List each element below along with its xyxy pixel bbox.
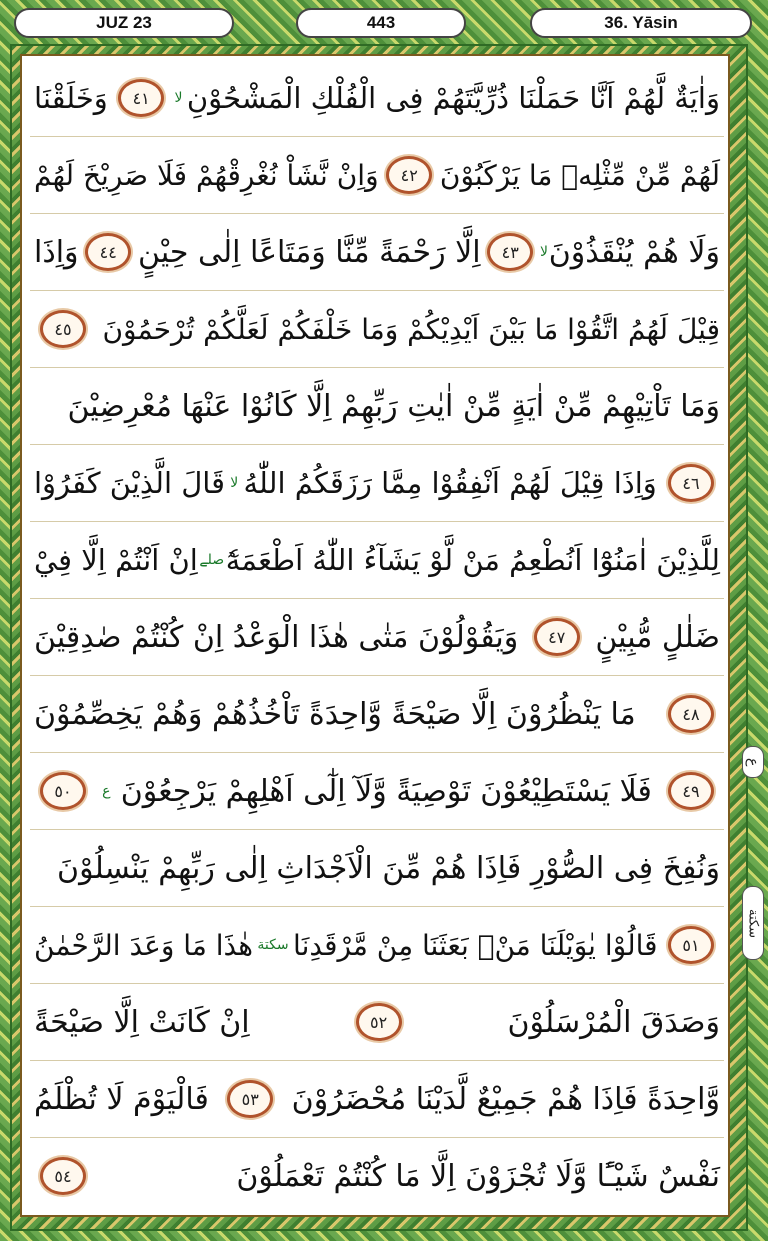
text-line-3	[30, 214, 724, 290]
text-line-13	[30, 984, 724, 1060]
text-line-11	[30, 830, 724, 906]
verse-number-marker: ٤٣	[487, 233, 533, 271]
verse-text: اِنْ اَنْتُمْ اِلَّا فِيْ	[34, 543, 198, 577]
text-line-4	[30, 291, 724, 367]
verse-text: وَاِنْ نَّشَاْ نُغْرِقْهُمْ فَلَا صَرِيْخَ لَهُمْ	[34, 158, 379, 192]
verse-number-marker: ٥١	[668, 926, 714, 964]
verse-text: لِلَّذِيْنَ اٰمَنُوْٓا اَنُطْعِمُ مَنْ لَّوْ يَشَآءُ اللّٰهُ اَطْعَمَهٗٓ	[225, 543, 720, 577]
verse-text: وَمَا تَاْتِيْهِمْ مِّنْ اٰيَةٍ مِّنْ اٰيٰتِ رَبِّهِمْ اِلَّا كَانُوْا عَنْهَا مُعْرِضِيْنَ	[67, 388, 720, 424]
verse-number-marker: ٥٤	[40, 1157, 86, 1195]
pause-mark: صلے	[199, 552, 225, 568]
verse-number-marker: ٥٢	[356, 1003, 402, 1041]
verse-text: هٰذَا مَا وَعَدَ الرَّحْمٰنُ	[34, 928, 253, 962]
verse-text: وَنُفِخَ فِى الصُّوْرِ فَاِذَا هُمْ مِّنَ الْاَجْدَاثِ اِلٰى رَبِّهِمْ يَنْسِلُوْنَ	[57, 850, 720, 886]
text-line-2	[30, 137, 724, 213]
text-line-15	[30, 1138, 724, 1214]
pause-mark: لا	[230, 475, 239, 491]
verse-text: قَالُوْا يٰوَيْلَنَا مَنْۢ بَعَثَنَا مِنْ مَّرْقَدِنَا	[293, 928, 658, 962]
verse-number-marker: ٤٤	[85, 233, 131, 271]
verse-text: وَاِذَا	[34, 234, 79, 270]
text-line-9	[30, 676, 724, 752]
verse-text: نَفْسٌ شَيْـًٔا وَّلَا تُجْزَوْنَ اِلَّا مَا كُنْتُمْ تَعْمَلُوْنَ	[236, 1158, 720, 1194]
verse-text: وَخَلَقْنَا	[34, 81, 108, 115]
text-line-14	[30, 1061, 724, 1137]
verse-text: وَيَقُوْلُوْنَ مَتٰى هٰذَا الْوَعْدُ اِنْ كُنْتُمْ صٰدِقِيْنَ	[34, 619, 519, 655]
verse-text: قَالَ الَّذِيْنَ كَفَرُوْا	[34, 466, 226, 500]
verse-text: وَاِذَا قِيْلَ لَهُمْ اَنْفِقُوْا مِمَّا رَزَقَكُمُ اللّٰهُ	[243, 466, 657, 500]
verse-text: وَّاحِدَةً فَاِذَا هُمْ جَمِيْعٌ لَّدَيْنَا مُحْضَرُوْنَ	[291, 1081, 720, 1117]
verse-number-marker: ٤١	[118, 79, 164, 117]
verse-text: قِيْلَ لَهُمُ اتَّقُوْا مَا بَيْنَ اَيْدِيْكُمْ وَمَا خَلْفَكُمْ لَعَلَّكُمْ تُرْحَمُوْنَ	[102, 312, 720, 346]
text-line-10	[30, 753, 724, 829]
verse-text: وَاٰيَةٌ لَّهُمْ اَنَّا حَمَلْنَا ذُرِّيَّتَهُمْ فِى الْفُلْكِ الْمَشْحُوْنِ	[186, 81, 720, 115]
verse-number-marker: ٤٢	[386, 156, 432, 194]
verse-text: فَلَا يَسْتَطِيْعُوْنَ تَوْصِيَةً وَّلَآ اِلٰٓى اَهْلِهِمْ يَرْجِعُوْنَ	[120, 773, 652, 809]
verse-number-marker: ٥٣	[227, 1080, 273, 1118]
verse-text: وَصَدَقَ الْمُرْسَلُوْنَ	[507, 1004, 720, 1040]
verse-number-marker: ٤٥	[40, 310, 86, 348]
text-line-1	[30, 60, 724, 136]
verse-text: مَا يَنْظُرُوْنَ اِلَّا صَيْحَةً وَّاحِدَةً تَاْخُذُهُمْ وَهُمْ يَخِصِّمُوْنَ	[34, 696, 636, 732]
verse-text: اِلَّا رَحْمَةً مِّنَّا وَمَتَاعًا اِلٰى حِيْنٍ	[137, 234, 481, 270]
ruku-mark: ع	[102, 783, 111, 799]
ruku-side-marker: ع	[742, 746, 764, 778]
text-line-7	[30, 522, 724, 598]
text-line-12	[30, 907, 724, 983]
verse-text: وَلَا هُمْ يُنْقَذُوْنَ	[548, 234, 720, 270]
sakta-side-marker: سكتة	[742, 886, 764, 960]
pause-mark: لا	[174, 90, 183, 106]
pause-mark: لا	[539, 244, 548, 260]
verse-text: لَهُمْ مِّنْ مِّثْلِهٖ مَا يَرْكَبُوْنَ	[439, 158, 720, 192]
verse-number-marker: ٤٦	[668, 464, 714, 502]
text-area	[20, 54, 730, 1217]
verse-text: اِنْ كَانَتْ اِلَّا صَيْحَةً	[34, 1004, 250, 1040]
text-line-8	[30, 599, 724, 675]
text-line-6	[30, 445, 724, 521]
verse-number-marker: ٥٠	[40, 772, 86, 810]
verse-number-marker: ٤٩	[668, 772, 714, 810]
page-number: 443	[296, 8, 466, 38]
verse-text: ضَلٰلٍ مُّبِيْنٍ	[595, 619, 720, 655]
verse-text: فَالْيَوْمَ لَا تُظْلَمُ	[34, 1081, 209, 1117]
verse-number-marker: ٤٧	[534, 618, 580, 656]
verse-number-marker: ٤٨	[668, 695, 714, 733]
text-line-5	[30, 368, 724, 444]
sakta-mark: سكتة	[257, 937, 289, 953]
surah-name: 36. Yāsin	[530, 8, 752, 38]
juz-label: JUZ 23	[14, 8, 234, 38]
